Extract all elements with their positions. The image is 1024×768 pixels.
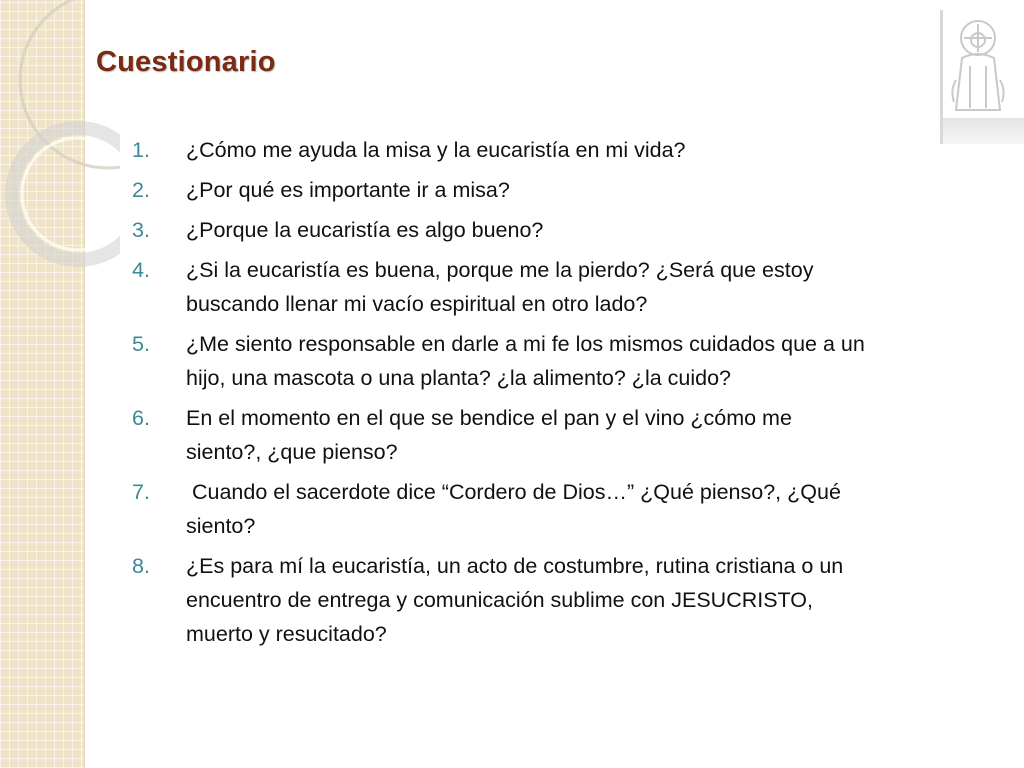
list-item: [132, 213, 1002, 247]
item-text: ¿Cómo me ayuda la misa y la eucaristía en mi vida?: [186, 138, 686, 162]
item-number: 7.: [132, 480, 150, 504]
question-list: [132, 133, 1002, 657]
christ-figure-watermark-icon: [940, 10, 1024, 144]
list-item: [132, 253, 1002, 321]
list-item: [132, 173, 1002, 207]
slide-title: Cuestionario: [96, 46, 276, 78]
item-number: 2.: [132, 178, 150, 202]
item-text: En el momento en el que se bendice el pan y el vino ¿cómo me siento?, ¿que pienso?: [186, 406, 792, 464]
item-text: ¿Si la eucaristía es buena, porque me la pierdo? ¿Será que estoy buscando llenar mi vacío espiritual en otro lado?: [186, 258, 814, 316]
item-number: 3.: [132, 218, 150, 242]
list-item: [132, 327, 1002, 395]
item-number: 5.: [132, 332, 150, 356]
item-number: 1.: [132, 138, 150, 162]
item-text: ¿Me siento responsable en darle a mi fe los mismos cuidados que a un hijo, una mascota o una planta? ¿la alimento? ¿la cuido?: [186, 332, 865, 390]
item-number: 8.: [132, 554, 150, 578]
item-text: ¿Porque la eucaristía es algo bueno?: [186, 218, 544, 242]
list-item: [132, 401, 1002, 469]
list-item: [132, 133, 1002, 167]
item-number: 6.: [132, 406, 150, 430]
item-text: ¿Es para mí la eucaristía, un acto de costumbre, rutina cristiana o un encuentro de entrega y comunicación sublime con JESUCRISTO, muerto y resucitado?: [186, 554, 844, 646]
item-text: Cuando el sacerdote dice “Cordero de Dios…” ¿Qué pienso?, ¿Qué siento?: [186, 480, 841, 538]
list-item: [132, 475, 1002, 543]
list-item: [132, 549, 1002, 651]
item-number: 4.: [132, 258, 150, 282]
item-text: ¿Por qué es importante ir a misa?: [186, 178, 510, 202]
